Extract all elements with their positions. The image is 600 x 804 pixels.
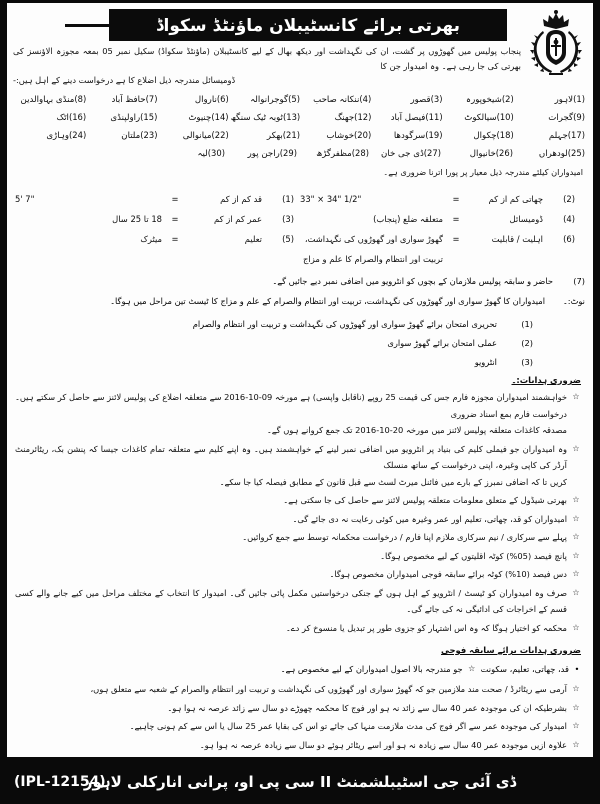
instruction-text: محکمہ کو اختیار ہوگا کہ وہ اس اشتہار کو جزوی طور پر تبدیل یا منسوخ کر دے۔ — [285, 622, 567, 633]
district-name: خوشاب — [326, 131, 355, 141]
test-stage-item — [15, 334, 585, 353]
district-name: سرگودھا — [393, 131, 426, 141]
eligibility-criteria-table — [15, 189, 585, 269]
district-item — [443, 91, 514, 109]
criteria-value: 5' 7" — [15, 194, 35, 204]
ex-army-item — [15, 700, 585, 717]
district-number: (4) — [359, 94, 372, 104]
district-row — [15, 91, 585, 109]
eligibility-item-7 — [15, 273, 585, 289]
criteria-value: متعلقہ ضلع (پنجاب) — [373, 214, 443, 224]
criteria-number: (4) — [563, 214, 575, 224]
district-number: (21) — [282, 130, 300, 140]
instruction-line-1: وہ امیدواران جو فیملی کلیم کی بنیاد پر انٹرویو میں اضافی نمبر لینے کے خواہشمند ہیں۔ وہ اپنے کلیم سے متعلقہ تمام کاغذات جیسا کہ پنشن بک، ریٹائرمنٹ آرڈر کی کاپی وغیرہ، اپنی درخواست کے ساتھ منسلک — [15, 443, 567, 470]
criteria-cell — [15, 229, 300, 269]
punjab-police-crest-icon — [525, 9, 587, 79]
district-name: ننکانہ صاحب — [313, 95, 360, 105]
criteria-equals: = — [171, 194, 179, 204]
district-number: (9) — [573, 112, 585, 122]
district-name: شیخوپورہ — [466, 95, 502, 105]
district-item — [153, 145, 225, 163]
district-item — [443, 109, 514, 127]
ex-army-list — [15, 681, 585, 755]
criteria-row — [15, 209, 585, 229]
ex-army-item — [15, 718, 585, 735]
district-name: وہاڑی — [46, 131, 70, 141]
criteria-value-line-2: تربیت اور انتظام والصرام کا علم و مزاج — [303, 254, 443, 264]
instruction-text: بھرتی شیڈول کے متعلق معلومات متعلقہ پولیس لائنز سے حاصل کی جا سکتی ہے۔ — [283, 495, 567, 505]
district-name: چنیوٹ — [188, 113, 212, 123]
district-item — [514, 91, 585, 109]
district-name: راولپنڈی — [110, 113, 141, 123]
district-item — [514, 109, 585, 127]
issuing-authority: ڈی آئی جی اسٹیبلشمنٹ II سی پی او، پرانی انارکلی لاہور — [83, 773, 517, 791]
district-item — [229, 91, 300, 109]
bullet-dot-icon: • — [574, 664, 580, 674]
test-note — [15, 293, 585, 309]
district-name: میانوالی — [182, 131, 212, 141]
star-icon: ☆ — [572, 513, 580, 523]
ex-army-dot-star-text: جو مندرجہ بالا اصول امیدواران کے لیے مخصوص ہے۔ — [280, 664, 463, 674]
stage-text: انٹرویو — [474, 357, 497, 367]
star-icon: ☆ — [572, 622, 580, 632]
footer — [0, 760, 600, 804]
district-number: (18) — [496, 130, 514, 140]
intro-paragraph — [13, 44, 521, 88]
district-name: گجرات — [548, 113, 574, 123]
district-number: (14) — [211, 112, 229, 122]
test-stages-list — [15, 315, 585, 372]
criteria-label: قد کم از کم — [220, 194, 262, 204]
criteria-row — [15, 229, 585, 269]
ex-army-dot-line — [281, 661, 585, 678]
district-item — [86, 127, 157, 145]
district-number: (19) — [425, 130, 443, 140]
district-number: (28) — [351, 148, 369, 158]
district-row — [15, 127, 585, 145]
stage-number: (3) — [521, 357, 533, 367]
eligibility-lead: امیدواران کیلئے مندرجہ ذیل معیار پر پورا اترنا ضروری ہے۔ — [383, 167, 583, 177]
star-icon: ☆ — [468, 664, 476, 673]
district-item — [86, 109, 157, 127]
criteria-number: (6) — [563, 234, 575, 244]
test-stage-item — [15, 353, 585, 372]
header — [7, 3, 593, 89]
district-item — [158, 127, 229, 145]
criteria-cell — [15, 209, 300, 229]
district-item — [300, 91, 371, 109]
instruction-item — [15, 566, 585, 583]
district-item — [371, 127, 442, 145]
criteria-value: 18 تا 25 سال — [112, 214, 162, 224]
criteria-label: عمر کم از کم — [214, 214, 262, 224]
instruction-item — [15, 511, 585, 528]
district-name: ٹوبہ ٹیک سنگھ — [230, 113, 283, 123]
page-title: بھرتی برائے کانسٹیبلان ماؤنٹڈ سکواڈ — [155, 15, 461, 36]
intro-line-2: ڈومیسائل مندرجہ ذیل اضلاع کا ہے درخواست دینے کے اہل ہیں:- — [13, 75, 236, 86]
district-number: (24) — [69, 130, 87, 140]
district-name: چکوال — [473, 131, 497, 141]
criteria-cell — [300, 229, 585, 269]
criteria-equals: = — [452, 194, 460, 204]
district-list — [11, 89, 589, 161]
district-name: ڈی جی خان — [381, 149, 424, 159]
criteria-value-line-1: گھوڑ سواری اور گھوڑوں کی نگہداشت، — [304, 234, 443, 244]
district-item — [300, 127, 371, 145]
district-number: (7) — [145, 94, 158, 104]
district-name: بھکر — [266, 131, 283, 141]
star-icon: ☆ — [572, 550, 580, 560]
instruction-item — [15, 389, 585, 439]
district-name: ناروال — [194, 95, 217, 105]
district-number: (25) — [567, 148, 585, 158]
district-item — [15, 91, 86, 109]
criteria-number: (5) — [282, 234, 294, 244]
note-text: امیدواران کا گھوڑ سواری اور گھوڑوں کی نگہداشت، تربیت اور انتظام والصرام کے علم و مزاج کا ٹیسٹ تین مراحل میں ہوگا۔ — [110, 296, 545, 306]
instruction-text — [15, 441, 567, 491]
ex-army-text: امیدوار کی موجودہ عمر سے اگر فوج کی مدت ملازمت منہا کی جائے تو اس کی بقایا عمر 25 سال یا اس سے کم ہونی چاہیے۔ — [129, 721, 567, 731]
district-row — [15, 109, 585, 127]
instruction-item — [15, 620, 585, 637]
item-7-text: حاضر و سابقہ پولیس ملازمان کے بچوں کو انٹرویو میں اضافی نمبر دیے جائیں گے۔ — [272, 276, 553, 286]
instruction-text — [15, 389, 567, 439]
criteria-number: (3) — [282, 214, 294, 224]
district-name: مظفرگڑھ — [316, 149, 352, 159]
district-number: (27) — [423, 148, 441, 158]
criteria-label: اہلیت / قابلیت — [491, 234, 543, 244]
district-number: (12) — [354, 112, 372, 122]
ex-army-text: علاوہ ازیں موجودہ عمر 40 سال سے زیادہ نہ ہو اور اسے ریٹائر ہوئے دو سال سے زیادہ عرصہ نہ ہوا ہو۔ — [199, 739, 567, 750]
district-item — [371, 109, 442, 127]
page-inner — [7, 3, 593, 804]
stage-number: (1) — [521, 319, 533, 329]
criteria-number: (1) — [282, 194, 294, 204]
ex-army-item — [15, 737, 585, 754]
district-name: اٹک — [56, 113, 69, 123]
district-item — [15, 109, 86, 127]
instruction-line-2: مصدقہ کاغذات متعلقہ پولیس لائنز میں مورخہ 20-10-2016 تک جمع کروانے ہوں گے۔ — [266, 425, 567, 435]
district-item — [297, 145, 369, 163]
criteria-equals: = — [452, 214, 460, 224]
district-number: (8) — [74, 94, 87, 104]
district-name: راجن پور — [247, 149, 280, 159]
intro-line-1: پنجاب پولیس میں گھوڑوں پر گشت، ان کی نگہداشت اور دیکھ بھال کے لیے کانسٹیبلان (ماؤنٹڈ سکواڈ) سکیل نمبر 05 بمعہ مجوزہ الاؤنسز کی بھرتی کی جا رہی ہے۔ وہ امیدوار جن کا — [13, 46, 522, 71]
district-name: لیہ — [197, 149, 208, 159]
district-item — [229, 109, 301, 127]
criteria-cell — [300, 189, 585, 209]
district-item — [443, 127, 514, 145]
district-number: (26) — [495, 148, 513, 158]
criteria-value: میٹرک — [140, 234, 162, 244]
district-row — [15, 145, 585, 163]
instruction-text: امیدواران کو قد، چھاتی، تعلیم اور عمر وغیرہ میں کوئی رعایت نہ دی جائے گی۔ — [292, 513, 567, 524]
ex-army-dot-text: قد، چھاتی، تعلیم، سکونت — [480, 664, 569, 674]
district-number: (17) — [567, 130, 585, 140]
district-name: سیالکوٹ — [464, 113, 497, 123]
district-item — [15, 127, 86, 145]
district-name: جھنگ — [334, 113, 355, 123]
district-number: (30) — [207, 148, 225, 158]
district-number: (16) — [68, 112, 87, 122]
star-icon: ☆ — [572, 569, 580, 578]
criteria-label: چھاتی کم از کم — [488, 194, 543, 204]
star-icon: ☆ — [572, 702, 580, 712]
district-name: فیصل آباد — [390, 113, 426, 123]
criteria-cell — [300, 209, 585, 229]
instruction-line-1: خواہشمند امیدواران مجوزہ فارم جس کی قیمت 25 روپے (ناقابل واپسی) ہے مورخہ 09-10-2016 سے متعلقہ اضلاع کی پولیس لائنز سے حاصل کر سکتے ہیں۔ درخواست فارم بمع اسناد ضروری — [15, 392, 567, 419]
district-name: حافظ آباد — [111, 95, 146, 105]
instruction-item — [15, 492, 585, 509]
district-number: (10) — [496, 112, 514, 122]
star-icon: ☆ — [572, 495, 580, 504]
stage-text: عملی امتحان برائے گھوڑ سواری — [387, 338, 497, 348]
district-item — [514, 127, 585, 145]
test-stage-item — [15, 315, 585, 334]
district-number: (15) — [140, 112, 158, 122]
district-number: (3) — [430, 94, 443, 104]
ex-army-heading: ضروری ہدایات برائے سابقہ فوجی — [441, 645, 581, 655]
criteria-equals: = — [171, 214, 179, 224]
district-name: لودھراں — [538, 149, 568, 159]
instruction-line-2: کریں تا کہ اضافی نمبرز کے بارے میں فائنل میرٹ لسٹ سے قبل قانون کے مطابق فیصلہ کیا جا سکے۔ — [219, 476, 567, 487]
criteria-value: 33" × 34" 1/2" — [300, 194, 362, 204]
instruction-text: صرف وہ امیدواران کو ٹیسٹ / انٹرویو کے اہل ہوں گے جنکی درخواستیں مکمل پائی جائیں گی۔ امیدوار کا انتخاب کے مختلف مراحل میں کیے جانے والے کسی قسم کے اخراجات کی ادائیگی نہ کی جائے گی۔ — [15, 587, 567, 614]
district-number: (23) — [140, 130, 158, 140]
criteria-equals: = — [171, 234, 179, 244]
district-name: لاہور — [554, 95, 574, 105]
criteria-label: تعلیم — [244, 234, 262, 244]
district-name: خانیوال — [469, 149, 496, 159]
ex-army-text: بشرطیکہ ان کی موجودہ عمر 40 سال سے زائد نہ ہو اور فوج کا محکمہ چھوڑے دو سال سے زائد عرصہ نہ ہوا ہو۔ — [167, 702, 567, 713]
instruction-text: پہلے سے سرکاری / نیم سرکاری ملازم اپنا فارم / درخواست محکمانہ توسط سے جمع کروائیں۔ — [242, 532, 567, 542]
criteria-equals: = — [452, 234, 460, 244]
district-number: (22) — [211, 130, 229, 140]
ex-army-text: آرمی سے ریٹائرڈ / صحت مند ملازمین جو کہ گھوڑ سواری اور گھوڑوں کی نگہداشت و تربیت اور انتظام والصرام کے شعبہ سے متعلق ہوں، — [90, 684, 567, 694]
instruction-text: پانچ فیصد (05%) کوٹہ اقلیتوں کے لیے مخصوص ہوگا۔ — [380, 550, 567, 561]
district-name: ملتان — [121, 131, 141, 141]
district-number: (20) — [354, 130, 372, 140]
instruction-item — [15, 529, 585, 546]
criteria-value — [300, 229, 443, 269]
district-number: (13) — [282, 112, 301, 122]
stage-number: (2) — [521, 338, 533, 348]
criteria-cell — [15, 189, 300, 209]
title-banner — [109, 9, 507, 41]
item-7-number: (7) — [573, 276, 585, 286]
district-number: (6) — [216, 94, 229, 104]
criteria-number: (2) — [563, 194, 575, 204]
star-icon: ☆ — [572, 392, 580, 401]
district-item — [441, 145, 513, 163]
criteria-row — [15, 189, 585, 209]
instructions-heading: ضروری ہدایات:۔ — [511, 375, 581, 385]
stage-text: تحریری امتحان برائے گھوڑ سواری اور گھوڑوں کی نگہداشت و تربیت اور انتظام والصرام — [192, 319, 497, 329]
instructions-list — [15, 389, 585, 638]
district-number: (29) — [279, 148, 297, 158]
instruction-item — [15, 548, 585, 565]
star-icon: ☆ — [572, 684, 580, 693]
district-item — [157, 109, 228, 127]
district-item — [371, 91, 442, 109]
district-name: جہلم — [548, 131, 568, 141]
district-item — [225, 145, 297, 163]
district-number: (1) — [573, 94, 585, 104]
criteria-label: ڈومیسائل — [509, 214, 543, 224]
district-item — [86, 91, 157, 109]
district-item — [300, 109, 371, 127]
star-icon: ☆ — [572, 721, 580, 730]
district-item — [513, 145, 585, 163]
ex-army-item — [15, 681, 585, 698]
star-icon: ☆ — [572, 532, 580, 541]
district-name: قصور — [410, 95, 431, 105]
star-icon: ☆ — [572, 739, 580, 749]
district-item — [158, 91, 229, 109]
ipl-code: (IPL-12154) — [14, 774, 106, 790]
district-number: (2) — [501, 94, 514, 104]
district-name: منڈی بہاوالدین — [20, 95, 75, 105]
instruction-text: دس فیصد (10%) کوٹہ برائے سابقہ فوجی امیدواران مخصوص ہوگا۔ — [329, 569, 567, 579]
district-number: (5) — [288, 94, 300, 104]
district-name: گوجرانوالہ — [250, 95, 289, 105]
instruction-item — [15, 585, 585, 618]
star-icon: ☆ — [572, 587, 580, 597]
district-item — [369, 145, 441, 163]
star-icon: ☆ — [572, 443, 580, 453]
note-tag: نوٹ:۔ — [562, 296, 585, 306]
instruction-item — [15, 441, 585, 491]
district-number: (11) — [425, 112, 443, 122]
district-item — [229, 127, 300, 145]
